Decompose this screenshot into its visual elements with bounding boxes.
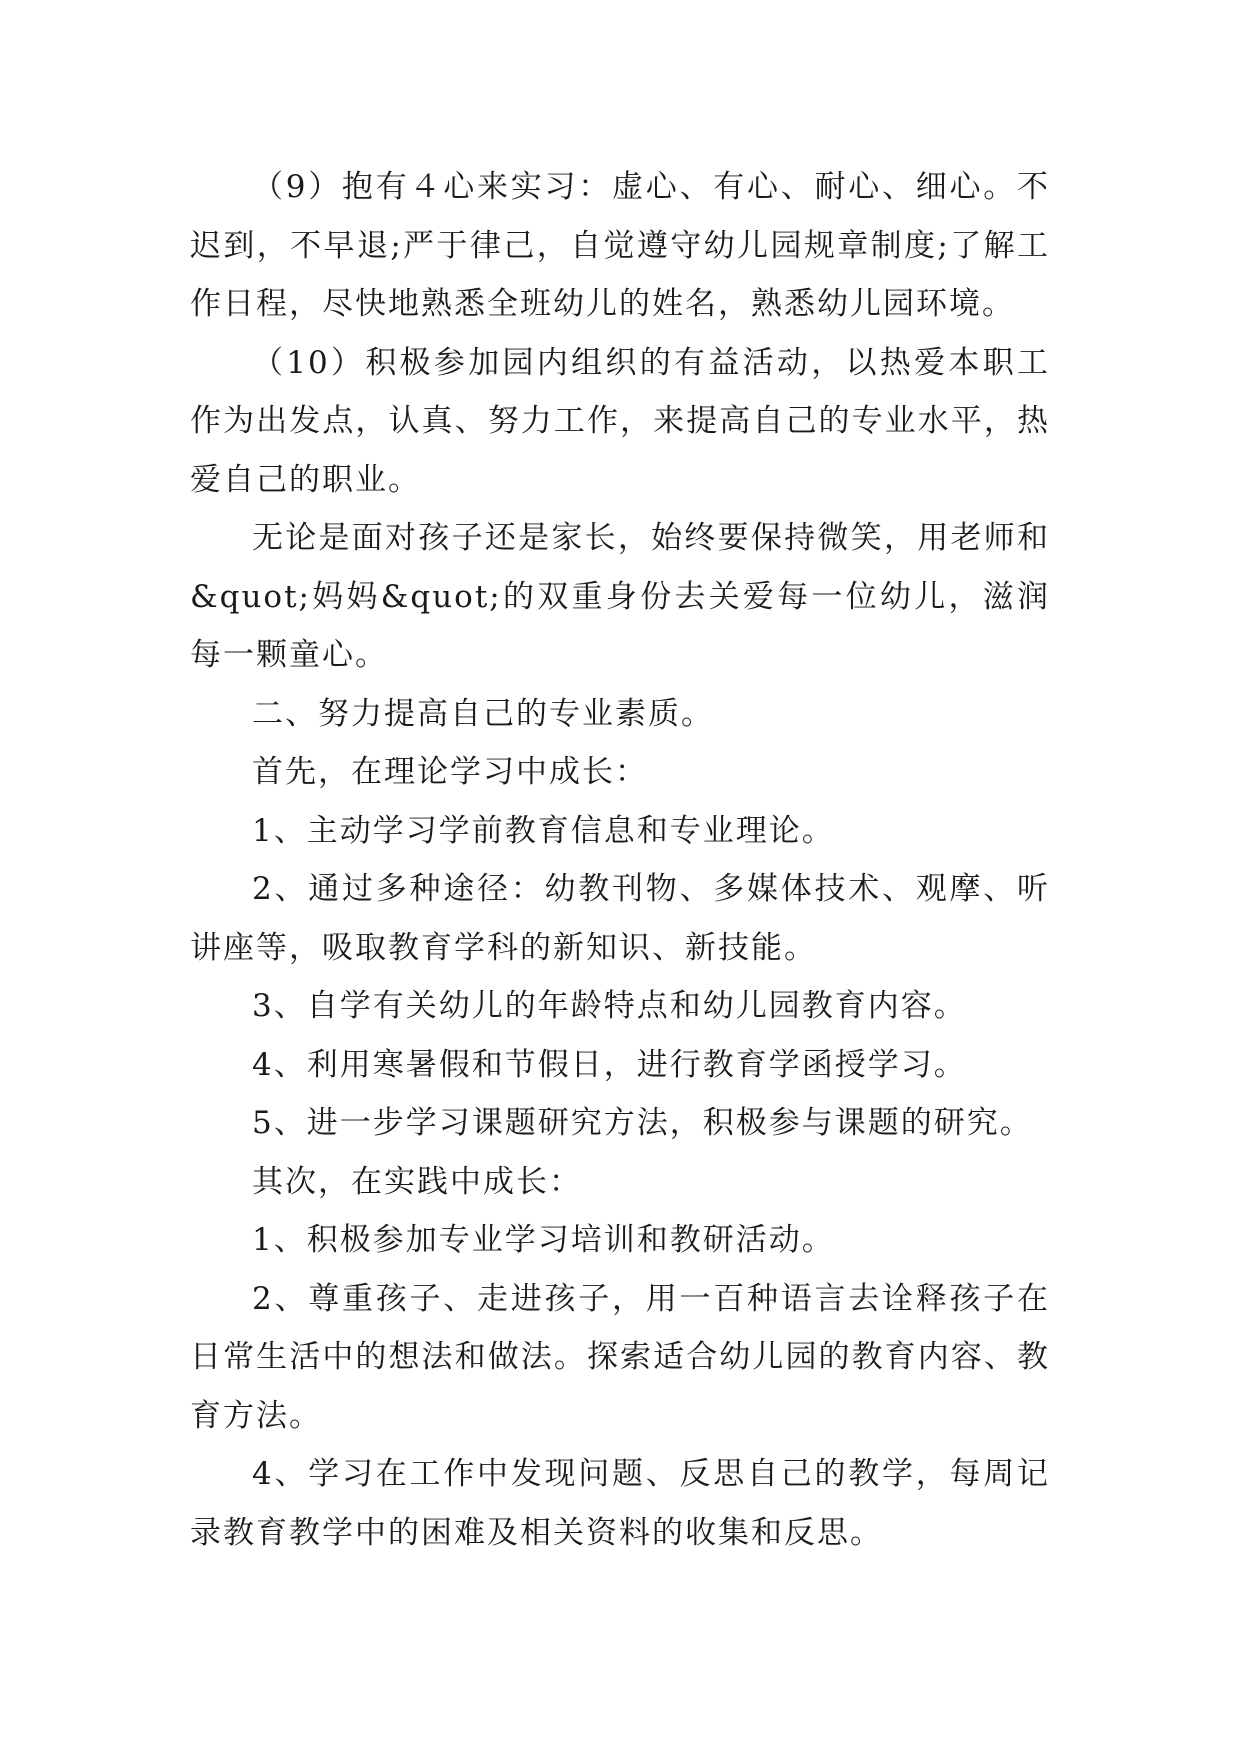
list-item: 5、进一步学习课题研究方法，积极参与课题的研究。 [252,1105,1033,1141]
list-item: 2、尊重孩子、走进孩子，用一百种语言去诠释孩子在日常生活中的想法和做法。探索适合幼儿园的教育内容、教育方法。 [190,1280,1050,1434]
paragraph-practice-attitude: （9）抱有４心来实习：虚心、有心、耐心、细心。不迟到，不早退;严于律己，自觉遵守幼儿园规章制度;了解工作日程，尽快地熟悉全班幼儿的姓名，熟悉幼儿园环境。 [190,169,1050,322]
list-item: 4、学习在工作中发现问题、反思自己的教学，每周记录教育教学中的困难及相关资料的收集和反思。 [190,1456,1050,1551]
document-body [190,158,1050,1562]
paragraph-activities: （10）积极参加园内组织的有益活动，以热爱本职工作为出发点，认真、努力工作，来提高自己的专业水平，热爱自己的职业。 [190,344,1050,498]
subheading-practice-growth: 其次，在实践中成长： [252,1163,582,1200]
paragraph-smile: 无论是面对孩子还是家长，始终要保持微笑，用老师和&quot;妈妈&quot;的双重身份去关爱每一位幼儿，滋润每一颗童心。 [190,520,1050,673]
list-item: 1、主动学习学前教育信息和专业理论。 [252,812,835,849]
list-item: 3、自学有关幼儿的年龄特点和幼儿园教育内容。 [252,988,967,1024]
list-item: 2、通过多种途径：幼教刊物、多媒体技术、观摩、听讲座等，吸取教育学科的新知识、新技能。 [190,871,1050,966]
section-heading-professional-quality: 二、努力提高自己的专业素质。 [252,695,714,732]
list-item: 4、利用寒暑假和节假日，进行教育学函授学习。 [252,1046,967,1083]
subheading-theory-learning: 首先，在理论学习中成长： [252,754,648,790]
list-item: 1、积极参加专业学习培训和教研活动。 [252,1222,835,1258]
